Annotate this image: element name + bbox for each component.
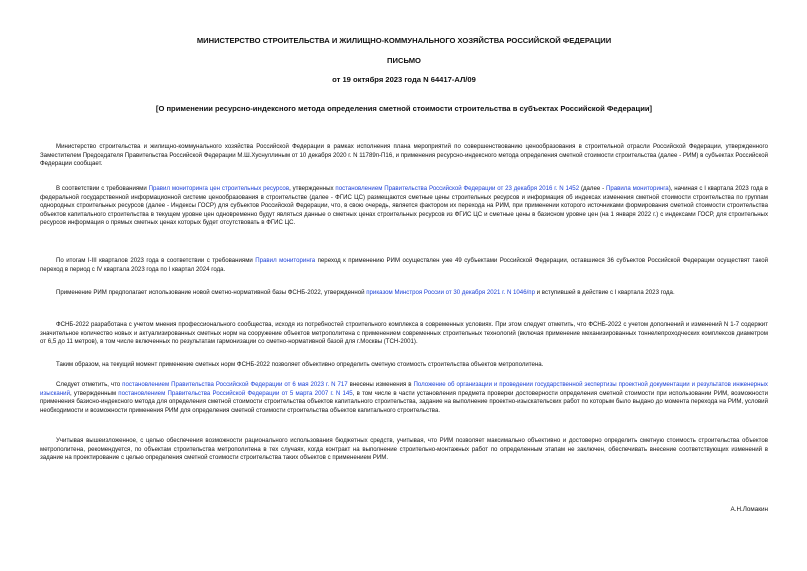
document-link[interactable]: постановлением Правительства Российской Федерации от 5 марта 2007 г. N 145 bbox=[118, 389, 353, 397]
paragraph-text: Таким образом, на текущий момент применение сметных норм ФСНБ-2022 позволяет объективно определить сметную стоимость строительства объектов метрополитена. bbox=[56, 361, 544, 368]
document-link[interactable]: Правил мониторинга цен строительных ресурсов bbox=[148, 185, 290, 192]
paragraph-text: Следует отметить, что bbox=[56, 381, 123, 388]
paragraph-1 bbox=[40, 143, 768, 169]
document-type: ПИСЬМО bbox=[387, 56, 421, 65]
paragraph-text: Учитывая вышеизложенное, с целью обеспечения возможности рационального использования бюджетных средств, учитывая, что РИМ позволяет максимально объективно и достоверно определить сметную стоимость строительства объектов метрополитена, рекомендуется, по объектам строительства метрополитена в тех случаях, когда контракт на выполнение строительно-монтажных работ по определенным этапам не заключен, обеспечивать внесение соответствующих изменений в задание на проектирование с целью определения сметной стоимости строительства таких объектов с применением РИМ. bbox=[40, 437, 768, 462]
paragraph-2 bbox=[40, 185, 768, 228]
paragraph-text: и вступившей в действие с I квартала 2023 года. bbox=[534, 289, 675, 296]
paragraph-4 bbox=[40, 289, 768, 298]
paragraph-text: , в том числе в части установления предмета проверки достоверности определения сметной стоимости при использовании РИМ, возможности применения базисно-индексного метода для определения сметной стоимости строительства объектов капитального строительства, задание на выполнение проектно-изыскательских работ по которым было выдано до момента перехода на РИМ, условий необходимости и возможности применения РИМ для определения сметной стоимости строительства объектов капитального строительства. bbox=[40, 389, 768, 414]
paragraph-8 bbox=[40, 437, 768, 463]
paragraph-text: , утвержденным bbox=[70, 389, 119, 397]
paragraph-text: (далее - bbox=[579, 185, 606, 192]
document-link[interactable]: постановлением Правительства Российской Федерации от 23 декабря 2016 г. N 1452 bbox=[335, 185, 580, 192]
document-link[interactable]: постановлением Правительства Российской Федерации от 6 мая 2023 г. N 717 bbox=[122, 381, 348, 388]
paragraph-text: Применение РИМ предполагает использование новой сметно-нормативной базы ФСНБ-2022, утвержденной bbox=[56, 289, 367, 296]
paragraph-text: ), начиная с I квартала 2023 года в федеральной государственной информационной системе ценообразования в строительстве (далее - ФГИС ЦС) размещаются сметные цены строительных ресурсов и информация об индексах изменения сметной стоимости строительства по группам однородных строительных ресурсов (далее - Индексы ГОСР) для субъектов Российской Федерации, что, в свою очередь, является фактором их перехода на РИМ, при применении которого источниками формирования сметной стоимости строительства объектов капитального строительства в текущем уровне цен одновременно будут являться данные о сметных ценах строительных ресурсов из ФГИС ЦС и сметные цены в базисном уровне цен (на 1 января 2022 г.) с индексами ГОСР, для строительных ресурсов информация о прямых сметных ценах которых будет отсутствовать в ФГИС ЦС. bbox=[40, 185, 768, 227]
signature: А.Н.Ломакин bbox=[730, 506, 768, 513]
paragraph-text: Министерство строительства и жилищно-коммунального хозяйства Российской Федерации в рамках исполнения плана мероприятий по совершенствованию ценообразования в строительной отрасли Российской Федерации, утвержденного Заместителем Председателя Правительства Российской Федерации М.Ш.Хуснуллиным от 10 декабря 2020 г. N 11789п-П16, и применения ресурсно-индексного метода определения сметной стоимости строительства (далее - РИМ) в субъектах Российской Федерации сообщает. bbox=[40, 143, 768, 168]
paragraph-6 bbox=[40, 361, 768, 370]
document-link[interactable]: приказом Минстроя России от 30 декабря 2021 г. N 1046/пр bbox=[366, 289, 535, 296]
document-link[interactable]: Положение об организации и проведении государственной экспертизы проектной документации и результатов инженерных изысканий bbox=[40, 381, 768, 397]
document-link[interactable]: Правил мониторинга bbox=[255, 257, 316, 264]
paragraph-text: По итогам I-III кварталов 2023 года в соответствии с требованиями bbox=[56, 257, 256, 264]
paragraph-text: В соответствии с требованиями bbox=[56, 185, 149, 192]
paragraph-3 bbox=[40, 257, 768, 274]
ministry-title: МИНИСТЕРСТВО СТРОИТЕЛЬСТВА И ЖИЛИЩНО-КОММУНАЛЬНОГО ХОЗЯЙСТВА РОССИЙСКОЙ ФЕДЕРАЦИИ bbox=[196, 36, 612, 45]
paragraph-text: внесены изменения в bbox=[347, 381, 414, 388]
paragraph-text: , утвержденных bbox=[289, 185, 336, 192]
paragraph-text: ФСНБ-2022 разработана с учетом мнения профессионального сообщества, исходя из потребностей строительного комплекса в современных условиях. При этом следует отметить, что ФСНБ-2022 с учетом дополнений и изменений N 1-7 содержит значительное количество новых и актуализированных сметных норм на сооружение объектов метрополитена с применением современных строительных технологий (включая применение механизированных тоннелепроходческих комплексов диаметром от 6,5 до 11 метров), в том числе включенных по результатам гармонизации со сметно-нормативной базой для г.Москвы (ТСН-2001). bbox=[40, 321, 768, 346]
paragraph-text: переход к применению РИМ осуществлен уже 49 субъектами Российской Федерации, оставшиеся 36 субъектов Российской Федерации осуществят такой переход в период с IV квартала 2023 года по I квартал 2024 года. bbox=[40, 257, 768, 273]
document-link[interactable]: Правила мониторинга bbox=[606, 185, 669, 192]
paragraph-7 bbox=[40, 381, 768, 415]
document-subject: [О применении ресурсно-индексного метода определения сметной стоимости строительства в субъектах Российской Федерации] bbox=[155, 104, 653, 113]
document-date-number: от 19 октября 2023 года N 64417-АЛ/09 bbox=[332, 75, 476, 84]
paragraph-5 bbox=[40, 321, 768, 347]
